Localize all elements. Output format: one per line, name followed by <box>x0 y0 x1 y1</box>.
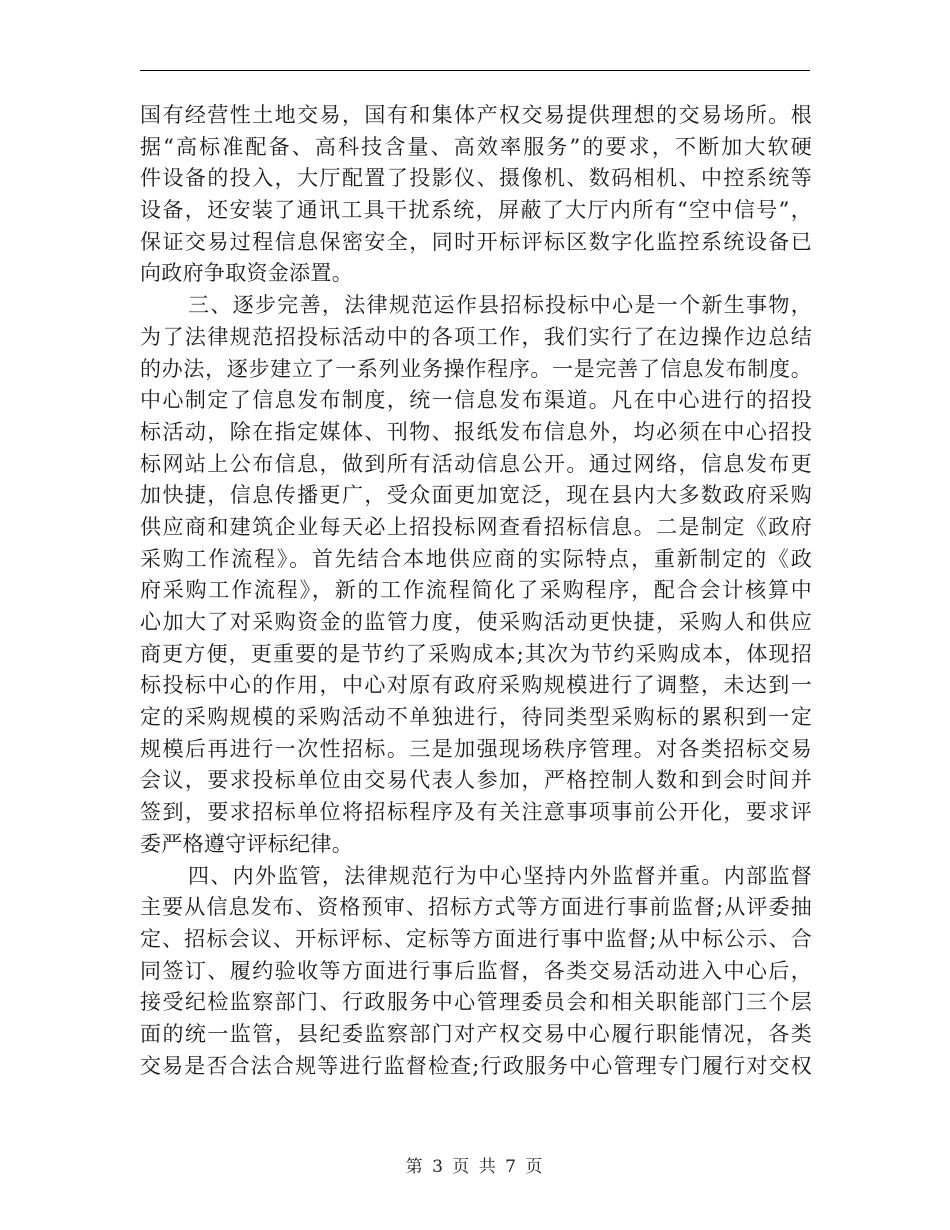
text-line: 接受纪检监察部门、行政服务中心管理委员会和相关职能部门三个层 <box>140 990 812 1015</box>
text-line: 规模后再进行一次性招标。三是加强现场秩序管理。对各类招标交易 <box>140 736 812 761</box>
text-line: 加快捷，信息传播更广，受众面更加宽泛，现在县内大多数政府采购 <box>140 483 812 508</box>
text-line: 标网站上公布信息，做到所有活动信息公开。通过网络，信息发布更 <box>140 451 812 476</box>
text-line: 采购工作流程》。首先结合本地供应商的实际特点，重新制定的《政 <box>140 546 812 571</box>
text-line: 据“高标准配备、高科技含量、高效率服务”的要求，不断加大软硬 <box>140 134 812 159</box>
text-line: 国有经营性土地交易，国有和集体产权交易提供理想的交易场所。根 <box>140 103 812 127</box>
text-line: 交易是否合法合规等进行监督检查;行政服务中心管理专门履行对交权 <box>140 1053 812 1078</box>
text-line: 府采购工作流程》，新的工作流程简化了采购程序，配合会计核算中 <box>140 578 812 603</box>
text-line: 主要从信息发布、资格预审、招标方式等方面进行事前监督;从评委抽 <box>140 895 812 920</box>
text-line: 定、招标会议、开标评标、定标等方面进行事中监督;从中标公示、合 <box>140 926 812 951</box>
text-line: 心加大了对采购资金的监管力度，使采购活动更快捷，采购人和供应 <box>140 610 812 634</box>
text-line: 面的统一监管，县纪委监察部门对产权交易中心履行职能情况，各类 <box>140 1021 812 1046</box>
text-line: 签到，要求招标单位将招标程序及有关注意事项事前公开化，要求评 <box>140 800 812 825</box>
page-number: 第 3 页 共 7 页 <box>405 1157 545 1177</box>
text-line: 会议，要求投标单位由交易代表人参加，严格控制人数和到会时间并 <box>140 768 812 793</box>
paragraph-start-line: 三、逐步完善，法律规范运作县招标投标中心是一个新生事物， <box>188 293 812 318</box>
document-body <box>140 100 812 1082</box>
text-line: 商更方便，更重要的是节约了采购成本;其次为节约采购成本，体现招 <box>140 641 812 666</box>
text-line: 向政府争取资金添置。 <box>140 261 353 286</box>
header-rule <box>140 70 810 71</box>
text-line: 的办法，逐步建立了一系列业务操作程序。一是完善了信息发布制度。 <box>140 356 812 381</box>
text-line: 为了法律规范招投标活动中的各项工作，我们实行了在边操作边总结 <box>140 324 812 349</box>
text-line: 中心制定了信息发布制度，统一信息发布渠道。凡在中心进行的招投 <box>140 388 812 413</box>
paragraph-start-line: 四、内外监管，法律规范行为中心坚持内外监督并重。内部监督 <box>188 863 812 888</box>
text-line: 保证交易过程信息保密安全，同时开标评标区数字化监控系统设备已 <box>140 229 812 254</box>
text-line: 供应商和建筑企业每天必上招投标网查看招标信息。二是制定《政府 <box>140 514 812 539</box>
text-line: 设备，还安装了通讯工具干扰系统，屏蔽了大厅内所有“空中信号”， <box>140 198 812 223</box>
text-line: 定的采购规模的采购活动不单独进行，待同类型采购标的累积到一定 <box>140 705 812 730</box>
text-line: 件设备的投入，大厅配置了投影仪、摄像机、数码相机、中控系统等 <box>140 166 812 191</box>
text-line: 标投标中心的作用，中心对原有政府采购规模进行了调整，未达到一 <box>140 673 812 698</box>
text-line: 标活动，除在指定媒体、刊物、报纸发布信息外，均必须在中心招投 <box>140 419 812 444</box>
text-line: 同签订、履约验收等方面进行事后监督，各类交易活动进入中心后， <box>140 958 812 983</box>
text-line: 委严格遵守评标纪律。 <box>140 831 353 856</box>
